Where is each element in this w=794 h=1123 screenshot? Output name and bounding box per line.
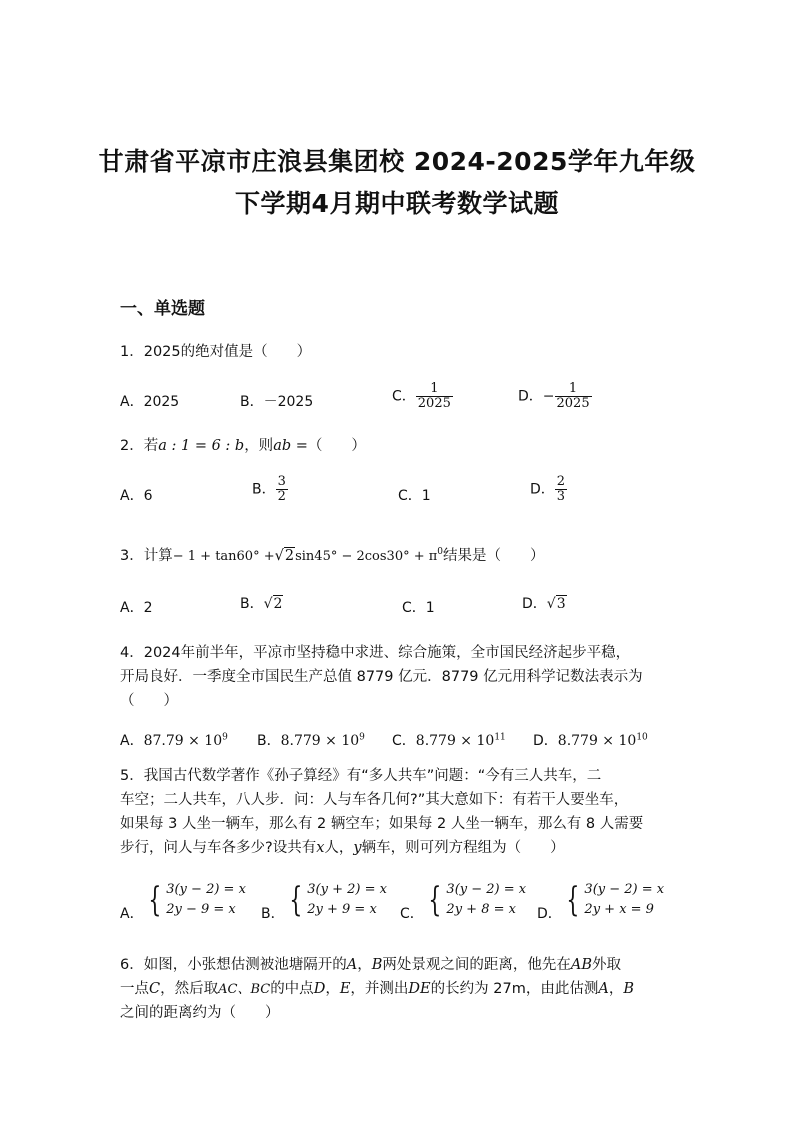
q2-product-expr: ab = (273, 438, 308, 454)
q2-prefix: 2．若 (120, 438, 159, 454)
q5-d-system (562, 880, 664, 920)
q3-b-sqrt: √2 (263, 596, 283, 612)
q4-option-a-label: A． (120, 733, 144, 749)
q6-line2-c: 的中点 (270, 981, 314, 997)
q1-d-numerator: 1 (568, 381, 578, 396)
q5-d-eq2: 2y + x = 9 (584, 902, 654, 917)
q6-segment-de: DE (408, 981, 431, 997)
question-3-text (120, 540, 545, 569)
q1-option-d (518, 382, 592, 411)
q2-option-b-label: B． (252, 481, 276, 498)
q5-option-d (537, 880, 664, 923)
q4-option-a (120, 730, 228, 750)
q4-option-c (392, 730, 506, 750)
q5-option-c (400, 880, 526, 923)
q3-option-b-label: B． (240, 596, 264, 612)
question-4-line-2: 开局良好．一季度全市国民生产总值 8779 亿元．8779 亿元用科学记数法表示为 (120, 669, 643, 685)
q5-a-eq1: 3(y − 2) = x (166, 882, 246, 897)
q6-point-a: A (346, 957, 358, 973)
question-6-line-3: 之间的距离约为（ ） (120, 1005, 280, 1021)
q1-option-b: B．－2025 (240, 394, 314, 410)
q6-line2-a: 一点 (120, 981, 149, 997)
q3-d-sqrt: √3 (546, 596, 566, 612)
q6-line2-b: ，然后取 (160, 981, 219, 997)
q5-option-b (261, 880, 387, 923)
title-line-1: 甘肃省平凉市庄浪县集团校 2024-2025学年九年级 (98, 147, 696, 176)
q1-c-denominator: 2025 (417, 396, 451, 411)
q3-option-d (522, 593, 567, 613)
q3-expr-a: − 1 + tan60° + (172, 548, 275, 564)
q2-ratio-expr: a : 1 = 6 : b (158, 438, 245, 454)
q4-d-base: 8.779 × 10 (557, 733, 637, 749)
q2-option-d-label: D． (530, 481, 555, 498)
brace-icon: { (566, 880, 580, 920)
q6-line2-e: 的长约为 27m，由此估测 (430, 981, 599, 997)
q5-d-eq1: 3(y − 2) = x (584, 882, 665, 897)
q6-line2-d: ，并测出 (350, 981, 409, 997)
q5-option-c-label: C． (400, 906, 424, 922)
q5-var-y: y (353, 840, 362, 856)
q3-option-d-label: D． (522, 596, 547, 612)
q1-d-denominator: 2025 (556, 396, 590, 411)
q2-option-b-fraction (276, 475, 288, 504)
q1-option-a: A．2025 (120, 394, 180, 410)
q3-option-b (240, 593, 283, 613)
brace-icon: { (428, 880, 442, 920)
q5-var-x: x (316, 840, 325, 856)
q6-comma-2: ， (325, 981, 340, 997)
question-2-text (120, 434, 366, 458)
q4-option-b (257, 730, 365, 750)
q5-option-a (120, 880, 246, 923)
q5-option-a-label: A． (120, 906, 144, 922)
q4-b-exponent: 9 (359, 732, 365, 743)
q2-option-d (530, 475, 567, 504)
q4-option-d-label: D． (533, 733, 558, 749)
q1-c-numerator: 1 (430, 381, 439, 396)
question-4-line-3: （ ） (120, 693, 178, 709)
q2-option-c: C．1 (398, 488, 431, 504)
title-line-2: 下学期4月期中联考数学试题 (235, 189, 559, 218)
question-5-line-2: 车空；二人共车，八人步．问：人与车各几何?”其大意如下：有若干人要坐车， (120, 792, 629, 808)
brace-icon: { (288, 880, 302, 920)
q5-c-system (424, 880, 526, 920)
q6-segments-ac-bc: AC、BC (218, 982, 271, 997)
q1-option-d-label: D． (518, 388, 543, 405)
q5-a-system (144, 880, 246, 920)
q2-mid: ，则 (244, 438, 274, 454)
q5-option-b-label: B． (261, 906, 285, 922)
q5-line4-b: 人， (324, 840, 354, 856)
question-5-line-3: 如果每 3 人坐一辆车，那么有 2 辆空车；如果每 2 人坐一辆车，那么有 8 人需要 (120, 816, 644, 832)
question-4-line-1: 4．2024年前半年，平凉市坚持稳中求进、综合施策，全市国民经济起步平稳， (120, 645, 631, 661)
q3-prefix: 3．计算 (120, 547, 173, 564)
q4-option-b-label: B． (257, 733, 281, 749)
q5-a-eq2: 2y − 9 = x (166, 902, 236, 917)
q4-a-exponent: 9 (222, 732, 228, 743)
q6-point-c: C (149, 981, 161, 997)
q6-comma: ， (357, 957, 372, 973)
q1-option-c-fraction (416, 382, 453, 411)
question-6-line-2 (120, 977, 634, 1002)
q6-line1-b: 两处景观之间的距离，他先在 (382, 957, 571, 973)
q4-b-base: 8.779 × 10 (280, 733, 360, 749)
q2-option-d-fraction (555, 475, 567, 504)
q3-option-a: A．2 (120, 600, 153, 616)
q1-option-c (392, 382, 453, 411)
q5-c-eq1: 3(y − 2) = x (446, 882, 527, 897)
q3-exponent: 0 (437, 547, 444, 557)
q2-b-denominator: 2 (277, 489, 286, 504)
q3-b-radicand: 2 (273, 596, 283, 612)
q1-option-d-fraction (555, 382, 592, 411)
q6-point-d: D (313, 981, 326, 997)
q4-a-base: 87.79 × 10 (143, 733, 223, 749)
question-5-line-4 (120, 836, 565, 860)
q1-d-sign: − (542, 388, 555, 405)
q4-d-exponent: 10 (636, 732, 648, 743)
q6-point-e: E (339, 981, 351, 997)
q4-c-base: 8.779 × 10 (415, 733, 495, 749)
q2-option-a: A．6 (120, 488, 153, 504)
q4-option-c-label: C． (392, 733, 416, 749)
q3-sqrt-radicand: 2 (284, 547, 295, 564)
q6-point-b: B (371, 957, 383, 973)
q2-d-denominator: 3 (556, 489, 566, 504)
question-5-line-1: 5．我国古代数学著作《孙子算经》有“多人共车”问题：“今有三人共车，二 (120, 768, 602, 784)
question-1-text: 1．2025的绝对值是（ ） (120, 344, 312, 360)
q2-b-numerator: 3 (277, 474, 286, 489)
q3-d-radicand: 3 (556, 596, 566, 612)
q6-point-b-2: B (623, 981, 634, 997)
q5-b-eq2: 2y + 9 = x (307, 902, 377, 917)
q2-option-b (252, 475, 288, 504)
q5-b-system (285, 880, 387, 920)
q2-d-numerator: 2 (556, 474, 566, 489)
q3-option-c: C．1 (402, 600, 435, 616)
q6-comma-3: ， (608, 981, 624, 997)
q5-line4-c: 辆车，则可列方程组为（ ） (361, 840, 565, 856)
section-heading: 一、单选题 (120, 299, 205, 319)
q4-option-d (533, 730, 648, 750)
q1-option-c-label: C． (392, 388, 416, 405)
q4-c-exponent: 11 (494, 732, 506, 743)
brace-icon: { (147, 880, 161, 920)
q3-suffix: 结果是（ ） (443, 547, 545, 564)
q6-line1-c: 外取 (592, 957, 622, 973)
q6-line1-a: 6．如图，小张想估测被池塘隔开的 (120, 957, 347, 973)
q5-b-eq1: 3(y + 2) = x (307, 882, 387, 897)
q6-segment-ab: AB (570, 957, 593, 973)
q6-point-a-2: A (598, 981, 609, 997)
q5-option-d-label: D． (537, 906, 562, 922)
q3-expr-b: sin45° − 2cos30° + π (295, 548, 438, 564)
q5-c-eq2: 2y + 8 = x (446, 902, 516, 917)
q3-sqrt: √2 (274, 547, 295, 564)
question-6-line-1 (120, 953, 621, 977)
q5-line4-a: 步行，问人与车各多少?设共有 (120, 840, 317, 856)
q2-suffix: （ ） (307, 438, 366, 454)
